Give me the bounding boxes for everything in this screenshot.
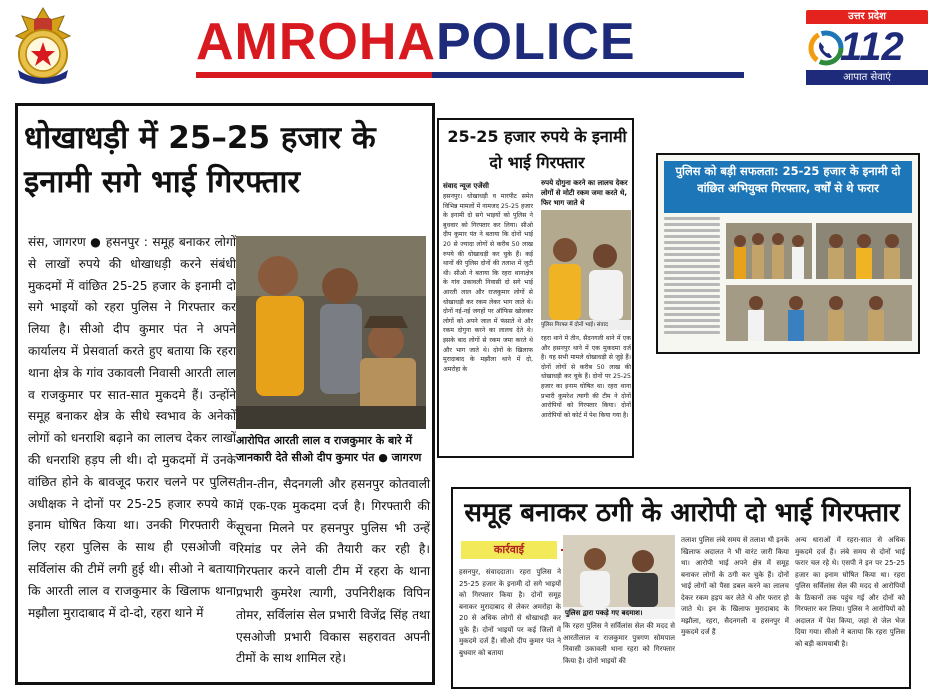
logo112-state-label: उत्तर प्रदेश [806, 10, 928, 24]
press-conference-photo-icon [726, 285, 912, 341]
clip3-photo-group [726, 223, 812, 279]
clip2-byline: संवाद न्यूज एजेंसी [443, 182, 489, 190]
clip2-headline: 25-25 हजार रुपये के इनामी दो भाई गिरफ्तार [447, 127, 627, 172]
clip1-photo-caption: आरोपित आरती लाल व राजकुमार के बारे में जानकारी देते सीओ दीप कुमार पंत ● जागरण [236, 434, 422, 464]
up-112-logo [806, 10, 928, 86]
clip1-body-left: संस, जागरण ● हसनपुर : समूह बनाकर लोगों से लाखों रुपये की धोखाधड़ी करने संबंधी मुकदमों में वांछित 25-25 हजार के इनामी दो सगे भाइयों को रहरा पुलिस ने गिरफ्तार कर लिया है। सीओ दीप कुमार पंत ने अपने कार्यालय में प्रेसवार्ता करते हुए बताया कि रहरा थाना क्षेत्र के गांव उकावली निवासी आरती लाल व राजकुमार पर सात-सात मुकदमे हैं। उन्होंने समूह बनाकर क्षेत्र के सीधे स्वभाव के अनेकों लोगों को धनराशि बढ़ाने का लालच देकर लाखों की धनराशि हड़प ली थी। दो मुकदमों में उनके वांछित होने के बावजूद फरार चलने पर पुलिस अधीक्षक ने दोनों पर 25-25 हजार रुपये का इनाम घोषित किया था। उनकी गिरफ्तारी के लिए रहरा पुलिस के साथ ही एसओजी व सर्विलांस की टीमें लगी हुई थी। सीओ ने बताया कि आरती लाल व राजकुमार के खिलाफ थाना मझौला मुरादाबाद में दो-दो, रहरा थाने में [28, 235, 236, 620]
clip4-body-col3: तलाश पुलिस लंबे समय से तलाश थी इनके खिलाफ अदालत ने भी वारंट जारी किया था। आरोपी भाई अपने क्षेत्र में समूह बनाकर लोगों के ठगी कर चुके हैं। दोनों भाई लोगों को पैसा डबल करने का लालच देकर रकम हड़प कर लेते थे और फरार हो जाते थे। इन के खिलाफ मुरादाबाद के मझौला, रहरा, सैदनगली व हसनपुर में मुकदमे दर्ज हैं [681, 536, 789, 636]
police-group-photo-icon [726, 223, 812, 279]
clip2-photo [541, 210, 631, 320]
clip4-section-tag: कार्रवाई [461, 541, 557, 559]
logo112-number: 112 [840, 25, 904, 69]
clip4-body-col1: हसनपुर, संवाददाता। रहरा पुलिस ने 25-25 हजार के इनामी दो सगे भाइयों को गिरफ्तार किया है। दोनों समूह बनाकर मुरादाबाद से लेकर अमरोहा के 20 से अधिक लोगों से धोखाधड़ी कर चुके हैं। दोनों भाइयों पर कई जिलों में मुकदमे दर्ज हैं। सीओ दीप कुमार पंत ने बुधवार को बताया [459, 568, 561, 657]
clip2-photo-caption: पुलिस गिरफ्त में दोनों भाई। संवाद [541, 320, 631, 330]
page-header [0, 0, 937, 92]
clip1-body-right: तीन-तीन, सैदनगली और हसनपुर कोतवाली में एक-एक मुकदमा दर्ज है। गिरफ्तारी की सूचना मिलने पर हसनपुर पुलिस भी उन्हें रिमांड पर लेने की तैयारी कर रही है। गिरफ्तार करने वाली टीम में रहरा के थाना प्रभारी कुमरेश त्यागी, उपनिरीक्षक विपिन तोमर, सर्विलांस सेल प्रभारी विजेंद्र सिंह तथा एसओजी प्रभारी विकास सहरावत अपनी टीमों के साथ शामिल रहे। [236, 477, 430, 666]
page-title [196, 14, 744, 70]
clip3-text-column [664, 217, 720, 347]
clip4-headline: समूह बनाकर ठगी के आरोपी दो भाई गिरफ्तार [464, 498, 900, 528]
officers-photo-icon [816, 223, 912, 279]
clip3-body [664, 217, 912, 349]
clip1-photo [236, 236, 426, 429]
accused-with-officer-photo-icon [236, 236, 426, 429]
news-clipping-jagran [15, 103, 435, 685]
clip4-photo [563, 535, 675, 607]
logo112-service-label: आपात सेवाएं [806, 70, 928, 85]
news-clipping-hindi-daily [656, 153, 920, 354]
clip3-photo-officers [816, 223, 912, 279]
news-clipping-hindustan [451, 487, 911, 689]
title-police: POLICE [435, 13, 636, 71]
two-brothers-photo-icon [541, 210, 631, 320]
clip3-photo-press [726, 285, 912, 341]
arrested-brothers-photo-icon [563, 535, 675, 607]
news-clipping-amar-ujala [437, 118, 634, 458]
clip1-headline: धोखाधड़ी में 25–25 हजार के इनामी सगे भाई गिरफ्तार [24, 120, 376, 200]
clip3-headline: पुलिस को बड़ी सफलता: 25-25 हजार के इनामी दो वांछित अभियुक्त गिरफ्तार, वर्षों से थे फरार [664, 161, 912, 213]
phone-ring-icon [808, 30, 844, 66]
title-amroha: AMROHA [196, 13, 436, 71]
clip2-body-col1: हसनपुर। धोखाधड़ी व मारपीट समेत विभिन्न मामलों में नामजद 25-25 हजार के इनामी दो सगे भाइयों को पुलिस ने बुधवार को गिरफ्तार कर लिया। सीओ दीप कुमार पंत ने बताया कि दोनों भाई 20 से ज्यादा लोगों से करीब 50 लाख रुपये की धोखाधड़ी कर चुके हैं। कई थानों की पुलिस दोनों की तलाश में जुटी थी। सीओ ने बताया कि रहरा थानाक्षेत्र के गांव उकावली निवासी दो सगे भाई आरती लाल और राजकुमार लोगों से धोखाधड़ी कर रकम लेकर भाग जाते थे। दोनों नई-नई जगहों पर ऑफिस खोलकर लोगों को अपने जाल में फंसाते थे और रकम दोगुना करने का लालच देते थे। इसके बाद लोगों से रकम जमा करते थे और भाग जाते थे। दोनों के खिलाफ मुरादाबाद के मझौला थाने में दो, अमरोहा के [443, 193, 533, 373]
up-police-emblem-icon [12, 6, 74, 86]
clip2-subhead: रुपये दोगुना करने का लालच देकर लोगों से मोटी रकम जमा करते थे, फिर भाग जाते थे [541, 179, 628, 207]
clip4-body-col2: कि रहरा पुलिस ने सर्विलांस सेल की मदद से आरतीलाल व राजकुमार पुत्रगण सोमपाल निवासी उकावली थाना रहरा को गिरफ्तार किया है। दोनों भाइयों की [563, 622, 675, 665]
clip4-photo-caption: पुलिस द्वारा पकड़े गए बदमाश। [563, 607, 675, 619]
clip4-body-col4: अन्य धाराओं में रहरा-सात से अधिक मुकदमे दर्ज हैं। लंबे समय से दोनों भाई फरार चल रहे थे। एसपी ने इन पर 25-25 हजार का इनाम घोषित किया था। रहरा पुलिस सर्विलांस सेल की मदद से आरोपियों के ठिकानों तक पहुंच गई और दोनों को गिरफ्तार कर लिया। पुलिस ने आरोपियों को अदालत में पेश किया, जहां से जेल भेज दिया गया। सीओ ने बताया कि रहरा पुलिस को बड़ी कामयाबी है। [795, 536, 905, 648]
clip2-body-col2: रहरा थाने में तीन, सैदनगली थाने में एक और हसनपुर थाने में एक मुकदमा दर्ज है। यह सभी मामले धोखाधड़ी से जुड़े हैं। दोनों लोगों से करीब 50 लाख की धोखाधड़ी कर चुके हैं। दोनों पर 25-25 हजार का इनाम घोषित था। रहरा थाना प्रभारी कुमरेश त्यागी की टीम ने दोनों आरोपियों को गिरफ्तार किया। दोनों आरोपियों को कोर्ट में पेश किया गया है। [541, 335, 631, 419]
title-underline [196, 72, 744, 78]
